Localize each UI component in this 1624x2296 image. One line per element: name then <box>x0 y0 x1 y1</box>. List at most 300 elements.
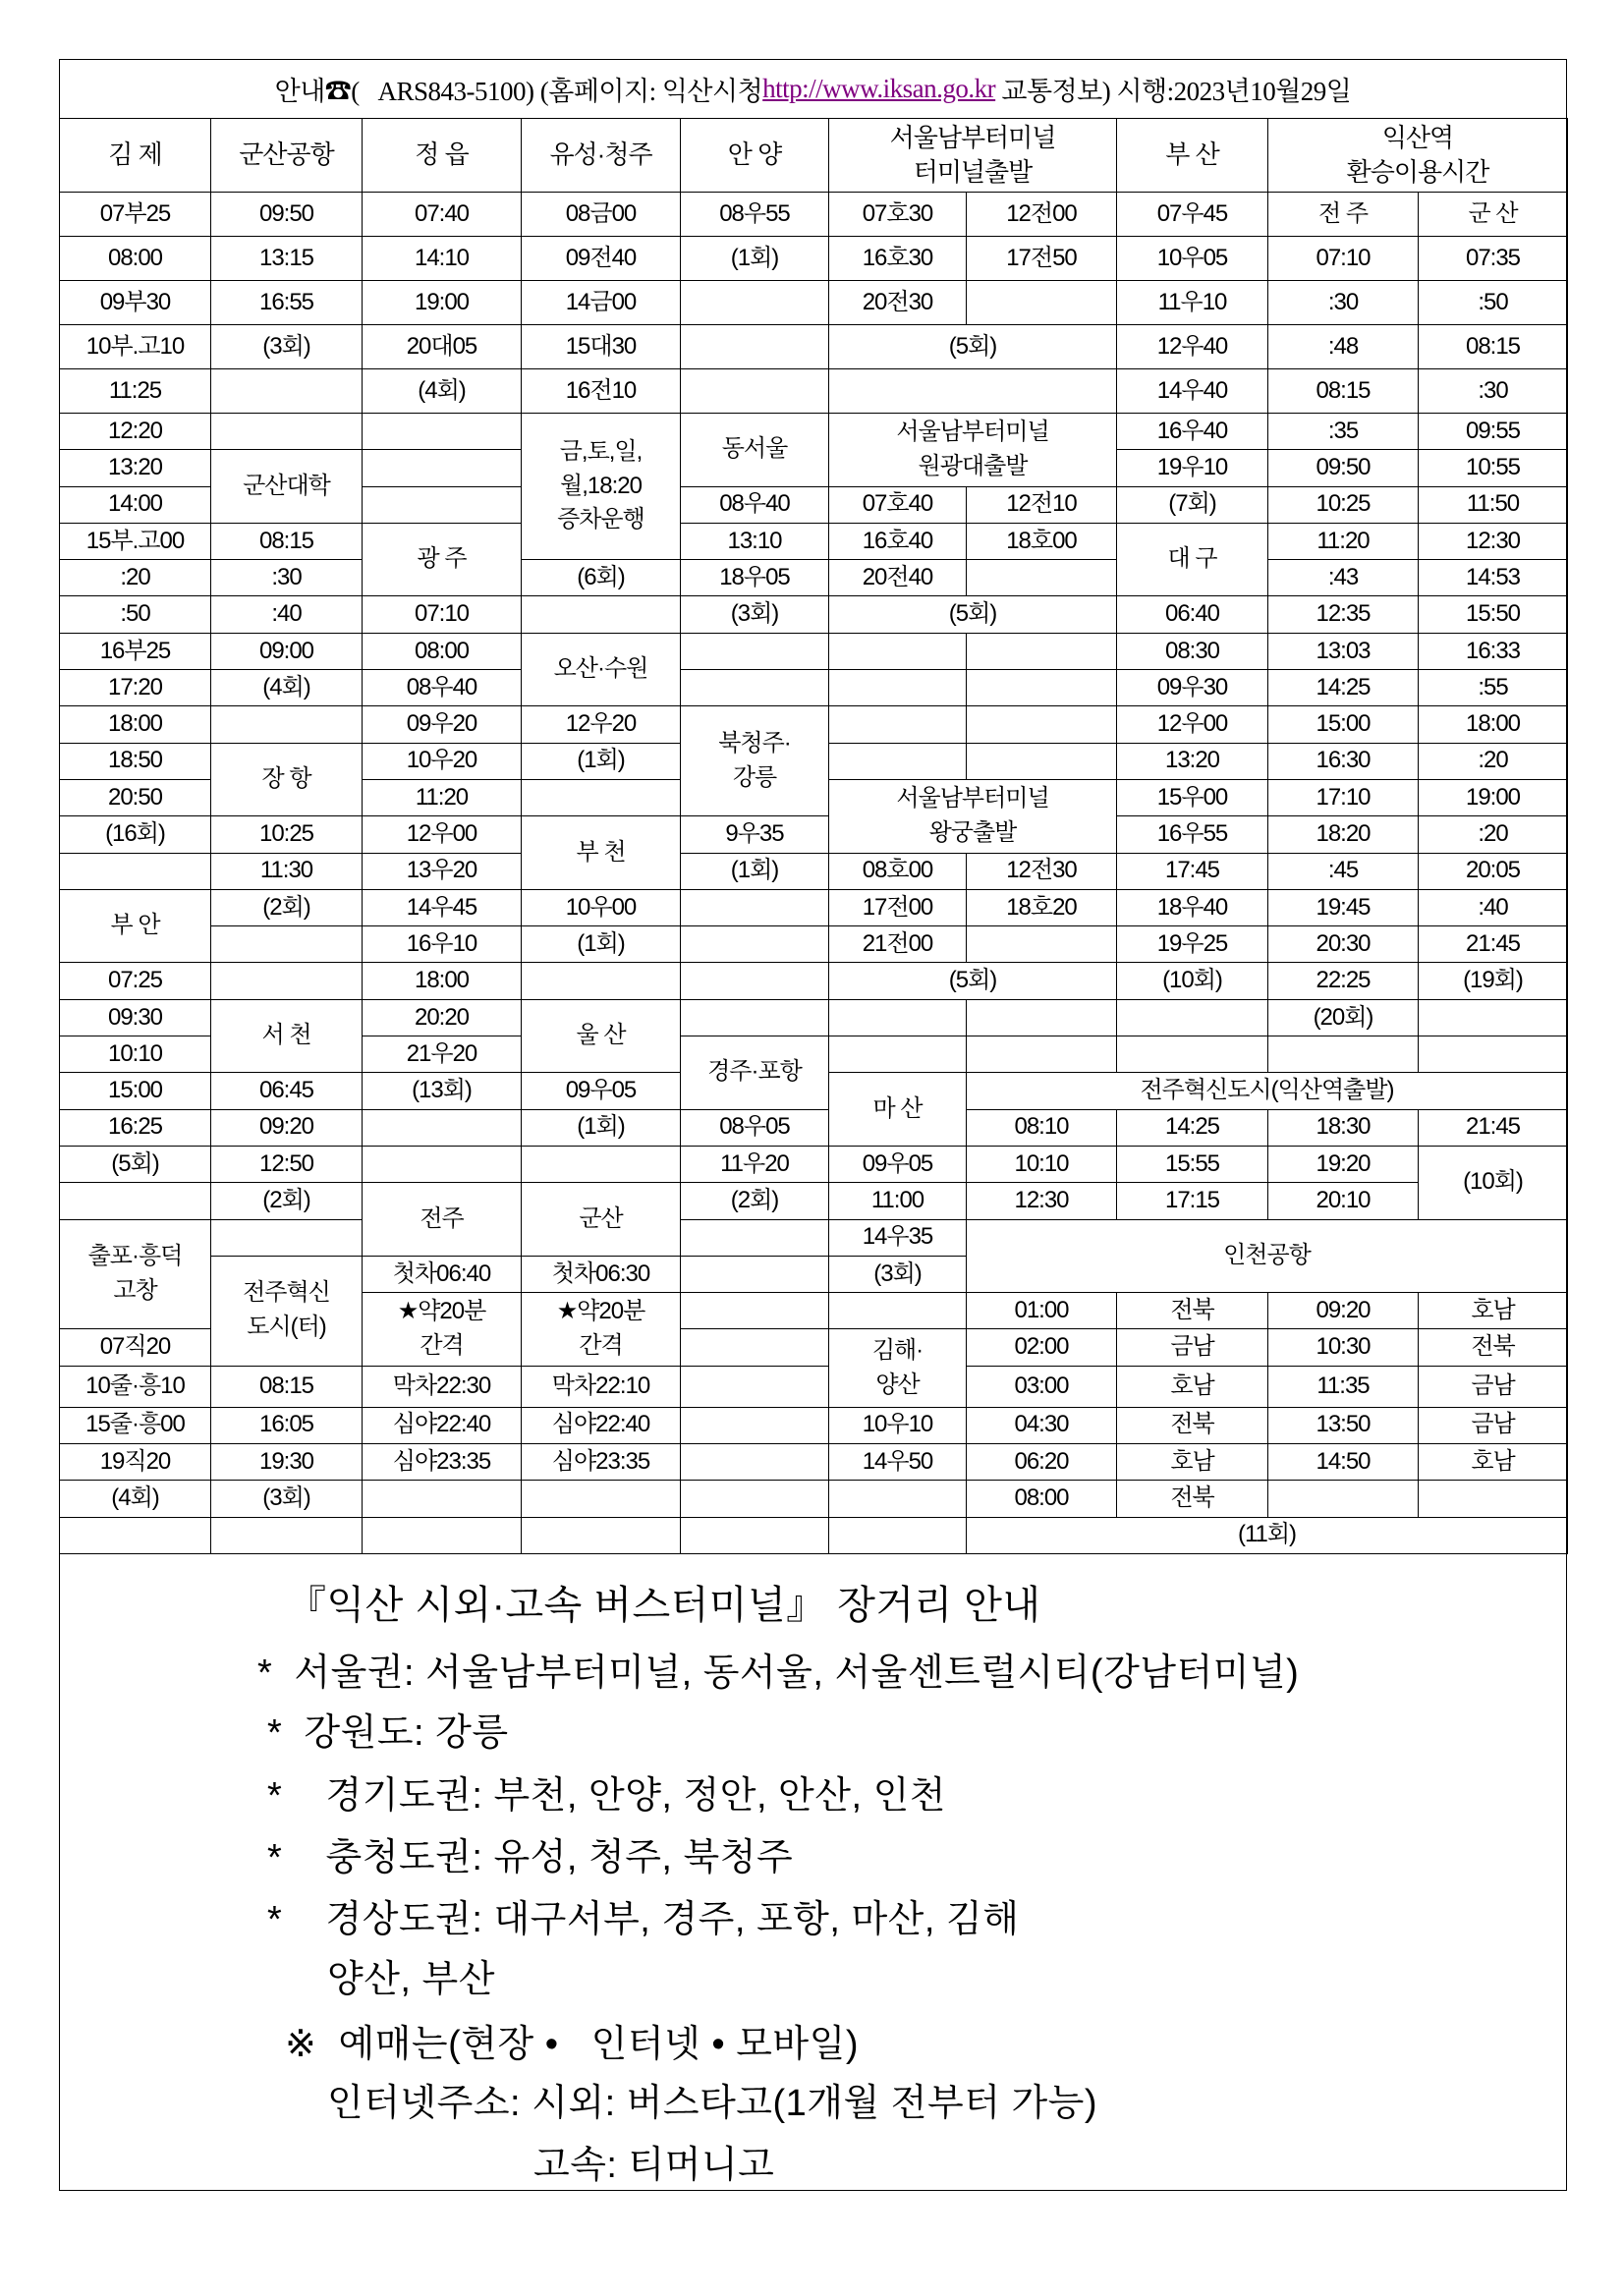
table-cell: (5회) <box>829 596 1117 633</box>
table-cell: 10부.고10 <box>60 325 211 369</box>
table-cell <box>967 670 1117 706</box>
table-cell: 광 주 <box>363 523 522 596</box>
bus-timetable <box>59 118 1568 1554</box>
table-cell: (11회) <box>967 1517 1568 1553</box>
table-cell <box>1268 1036 1419 1073</box>
table-cell: 09전40 <box>522 237 681 281</box>
guide-seoul: * 서울권: 서울남부터미널, 동서울, 서울센트럴시티(강남터미널) <box>257 1652 1300 1694</box>
table-cell: 10우10 <box>829 1407 967 1443</box>
table-cell: 08:15 <box>1268 369 1419 414</box>
table-cell: 15부.고00 <box>60 523 211 559</box>
table-cell <box>522 596 681 633</box>
table-cell: 군산 <box>522 1183 681 1257</box>
table-cell: 11우20 <box>681 1146 829 1182</box>
table-cell: 전북 <box>1117 1293 1268 1329</box>
guide-gyeongsang-cont: 양산, 부산 <box>327 1959 495 2000</box>
table-cell: 10:25 <box>1268 486 1419 523</box>
table-cell: 15우00 <box>1117 779 1268 815</box>
table-cell <box>681 281 829 325</box>
table-cell <box>829 743 967 779</box>
table-cell: 21:45 <box>1419 926 1568 963</box>
table-cell: :30 <box>211 560 363 596</box>
table-cell <box>829 1517 967 1553</box>
table-cell <box>522 1146 681 1182</box>
table-cell: 12:35 <box>1268 596 1419 633</box>
table-cell: 07부25 <box>60 193 211 237</box>
table-cell: 20:20 <box>363 999 522 1036</box>
table-cell: 14우40 <box>1117 369 1268 414</box>
table-cell: 09우05 <box>522 1073 681 1109</box>
table-cell: 13:50 <box>1268 1407 1419 1443</box>
column-header: 군산공항 <box>211 119 363 193</box>
table-cell <box>967 999 1117 1036</box>
table-cell: 17:15 <box>1117 1183 1268 1219</box>
table-cell: 12:30 <box>1419 523 1568 559</box>
table-cell: 14우35 <box>829 1219 967 1256</box>
table-row <box>60 999 1568 1036</box>
table-cell: 북청주· 강릉 <box>681 706 829 816</box>
table-cell: 출포·흥덕 고창 <box>60 1219 211 1329</box>
table-cell: 김해· 양산 <box>829 1329 967 1407</box>
table-cell: 19:30 <box>211 1443 363 1481</box>
table-cell: :30 <box>1419 369 1568 414</box>
table-cell: 15:00 <box>60 1073 211 1109</box>
table-cell: 18우40 <box>1117 889 1268 925</box>
table-cell: 19우10 <box>1117 450 1268 486</box>
table-cell: 08:15 <box>211 1366 363 1407</box>
table-cell: 심야23:35 <box>363 1443 522 1481</box>
table-cell: :40 <box>211 596 363 633</box>
homepage-link[interactable]: http://www.iksan.go.kr <box>762 73 996 103</box>
table-cell <box>211 963 363 999</box>
table-cell: 오산·수원 <box>522 633 681 706</box>
column-header: 서울남부터미널 터미널출발 <box>829 119 1117 193</box>
table-cell <box>211 1517 363 1553</box>
table-cell: (5회) <box>60 1146 211 1182</box>
table-cell: 09우20 <box>363 706 522 743</box>
table-cell: (3회) <box>829 1256 967 1292</box>
table-cell: 22:25 <box>1268 963 1419 999</box>
table-cell <box>681 926 829 963</box>
table-cell: 18:30 <box>1268 1109 1419 1146</box>
table-cell: 08:10 <box>967 1109 1117 1146</box>
table-cell: 08우40 <box>681 486 829 523</box>
table-cell: 12전00 <box>967 193 1117 237</box>
table-cell: 16:55 <box>211 281 363 325</box>
table-cell <box>681 1407 829 1443</box>
table-cell: 18우05 <box>681 560 829 596</box>
table-cell: 13:03 <box>1268 633 1419 669</box>
table-cell: 08호00 <box>829 853 967 889</box>
table-cell <box>967 281 1117 325</box>
table-cell: 호남 <box>1117 1443 1268 1481</box>
table-cell: (7회) <box>1117 486 1268 523</box>
table-cell: 전 주 <box>1268 193 1419 237</box>
guide-reservation: ※ 예매는(현장 • 인터넷 • 모바일) <box>285 2024 860 2065</box>
table-cell: (16회) <box>60 816 211 853</box>
table-cell <box>522 779 681 815</box>
info-header <box>59 59 1567 118</box>
table-cell: 09:55 <box>1419 414 1568 450</box>
table-cell <box>829 1293 967 1329</box>
table-cell: 12우40 <box>1117 325 1268 369</box>
table-cell: 11:30 <box>211 853 363 889</box>
table-cell: (10회) <box>1419 1146 1568 1219</box>
table-header-row <box>60 119 1568 193</box>
table-cell <box>363 450 522 486</box>
table-cell: 16:33 <box>1419 633 1568 669</box>
table-cell <box>1419 1481 1568 1518</box>
table-cell: 12전30 <box>967 853 1117 889</box>
table-cell: 20전40 <box>829 560 967 596</box>
table-cell: 19직20 <box>60 1443 211 1481</box>
table-cell <box>681 963 829 999</box>
table-cell <box>829 706 967 743</box>
table-cell: 19:45 <box>1268 889 1419 925</box>
table-cell <box>1268 1481 1419 1518</box>
table-cell: 막차22:10 <box>522 1366 681 1407</box>
table-row <box>60 1407 1568 1443</box>
table-cell: 17:10 <box>1268 779 1419 815</box>
table-row <box>60 633 1568 669</box>
table-cell: (3회) <box>681 596 829 633</box>
table-cell: 06:20 <box>967 1443 1117 1481</box>
table-cell: 전주 <box>363 1183 522 1257</box>
table-cell <box>363 1481 522 1518</box>
table-cell: :40 <box>1419 889 1568 925</box>
table-cell <box>967 926 1117 963</box>
table-cell: :55 <box>1419 670 1568 706</box>
table-cell: 16호30 <box>829 237 967 281</box>
table-cell: 08:15 <box>211 523 363 559</box>
info-header-date: 교통정보) 시행:2023년10월29일 <box>995 76 1352 106</box>
table-cell <box>681 1219 829 1256</box>
table-cell: 20전30 <box>829 281 967 325</box>
table-cell: 12우00 <box>363 816 522 853</box>
table-cell: 금남 <box>1419 1366 1568 1407</box>
table-cell: 08우55 <box>681 193 829 237</box>
table-cell <box>60 1183 211 1219</box>
table-cell: 전북 <box>1117 1407 1268 1443</box>
table-cell <box>1419 1036 1568 1073</box>
table-cell: 10우05 <box>1117 237 1268 281</box>
table-cell: :20 <box>1419 816 1568 853</box>
table-cell: 09:50 <box>211 193 363 237</box>
table-cell: 07호40 <box>829 486 967 523</box>
table-cell <box>363 1109 522 1146</box>
table-cell: 전주혁신도시(익산역출발) <box>967 1073 1568 1109</box>
table-cell <box>829 999 967 1036</box>
table-row <box>60 560 1568 596</box>
table-cell <box>967 743 1117 779</box>
table-cell: 10:55 <box>1419 450 1568 486</box>
table-row <box>60 325 1568 369</box>
table-row <box>60 1517 1568 1553</box>
table-cell: 19:20 <box>1268 1146 1419 1182</box>
table-cell: :35 <box>1268 414 1419 450</box>
table-cell: (5회) <box>829 325 1117 369</box>
guide-gangwon: * 강원도: 강릉 <box>267 1712 509 1754</box>
table-cell: 20:10 <box>1268 1183 1419 1219</box>
table-cell: 인천공항 <box>967 1219 1568 1293</box>
table-cell: 08우40 <box>363 670 522 706</box>
table-cell: 07:25 <box>60 963 211 999</box>
table-row <box>60 1443 1568 1481</box>
table-cell: 17전00 <box>829 889 967 925</box>
table-cell: 21:45 <box>1419 1109 1568 1146</box>
table-cell: :50 <box>60 596 211 633</box>
table-cell <box>681 670 829 706</box>
table-cell <box>681 325 829 369</box>
table-cell <box>1117 1036 1268 1073</box>
table-cell: 12우00 <box>1117 706 1268 743</box>
table-cell: 서 천 <box>211 999 363 1073</box>
table-cell <box>967 1036 1117 1073</box>
table-cell: 08금00 <box>522 193 681 237</box>
table-cell: 09:20 <box>1268 1293 1419 1329</box>
table-cell: 08:00 <box>967 1481 1117 1518</box>
table-cell: 19우25 <box>1117 926 1268 963</box>
table-cell: 02:00 <box>967 1329 1117 1366</box>
table-cell <box>829 1481 967 1518</box>
table-cell: 17전50 <box>967 237 1117 281</box>
table-cell: 심야22:40 <box>522 1407 681 1443</box>
table-cell: 16우10 <box>363 926 522 963</box>
table-cell: (5회) <box>829 963 1117 999</box>
guide-express: 고속: 티머니고 <box>533 2145 775 2186</box>
table-cell: (2회) <box>211 1183 363 1219</box>
table-cell: 부 천 <box>522 816 681 890</box>
table-cell: 06:45 <box>211 1073 363 1109</box>
table-cell: 13:20 <box>60 450 211 486</box>
column-header: 부 산 <box>1117 119 1268 193</box>
table-cell: :43 <box>1268 560 1419 596</box>
table-row <box>60 926 1568 963</box>
table-cell: 금,토,일, 월,18:20 증차운행 <box>522 414 681 560</box>
table-row <box>60 706 1568 743</box>
table-cell: 부 안 <box>60 889 211 963</box>
table-cell: 06:40 <box>1117 596 1268 633</box>
table-row <box>60 237 1568 281</box>
table-cell: :20 <box>60 560 211 596</box>
table-cell <box>1117 999 1268 1036</box>
guide-gyeongsang: * 경상도권: 대구서부, 경주, 포항, 마산, 김해 <box>267 1899 1020 1940</box>
table-cell <box>681 1256 829 1292</box>
table-cell <box>829 633 967 669</box>
table-cell: 13:20 <box>1117 743 1268 779</box>
table-cell: 군산대학 <box>211 450 363 524</box>
column-header: 정 읍 <box>363 119 522 193</box>
table-cell: 20대05 <box>363 325 522 369</box>
table-cell <box>681 1517 829 1553</box>
table-cell <box>60 1517 211 1553</box>
table-row <box>60 853 1568 889</box>
table-cell: 15:00 <box>1268 706 1419 743</box>
table-cell: 9우35 <box>681 816 829 853</box>
table-cell: (10회) <box>1117 963 1268 999</box>
table-cell: (4회) <box>363 369 522 414</box>
guide-chungcheong: * 충청도권: 유성, 청주, 북청주 <box>267 1837 794 1878</box>
guide-gyeonggi: * 경기도권: 부천, 안양, 정안, 안산, 인천 <box>267 1775 947 1817</box>
table-cell: 08:15 <box>1419 325 1568 369</box>
table-cell <box>363 1517 522 1553</box>
table-cell: 17:45 <box>1117 853 1268 889</box>
table-cell <box>522 1481 681 1518</box>
table-cell <box>829 670 967 706</box>
table-row <box>60 1366 1568 1407</box>
table-cell: (2회) <box>211 889 363 925</box>
table-cell: 심야22:40 <box>363 1407 522 1443</box>
table-cell <box>681 889 829 925</box>
table-cell: 16:05 <box>211 1407 363 1443</box>
table-cell: 11:25 <box>60 369 211 414</box>
table-cell: (2회) <box>681 1183 829 1219</box>
table-cell: 09:30 <box>60 999 211 1036</box>
table-cell: 15:55 <box>1117 1146 1268 1182</box>
table-cell: 17:20 <box>60 670 211 706</box>
table-cell <box>681 1443 829 1481</box>
table-cell <box>522 1517 681 1553</box>
table-cell: 15:50 <box>1419 596 1568 633</box>
table-cell: 07:10 <box>363 596 522 633</box>
table-cell <box>363 486 522 523</box>
table-cell: 서울남부터미널 왕궁출발 <box>829 779 1117 853</box>
table-cell: 08:30 <box>1117 633 1268 669</box>
table-cell: 07:35 <box>1419 237 1568 281</box>
table-row <box>60 1481 1568 1518</box>
table-cell: 11:00 <box>829 1183 967 1219</box>
table-cell: 금남 <box>1419 1407 1568 1443</box>
table-cell: 09:00 <box>211 633 363 669</box>
table-cell: :30 <box>1268 281 1419 325</box>
table-cell: 12우20 <box>522 706 681 743</box>
table-cell: 10:10 <box>967 1146 1117 1182</box>
table-cell: 서울남부터미널 원광대출발 <box>829 414 1117 487</box>
table-row <box>60 523 1568 559</box>
info-header-text: 안내☎( ARS843-5100) (홈페이지: 익산시청 <box>274 76 763 106</box>
table-cell: 16우40 <box>1117 414 1268 450</box>
table-cell: 호남 <box>1419 1443 1568 1481</box>
table-row <box>60 670 1568 706</box>
table-cell: (1회) <box>681 853 829 889</box>
table-cell: 16:25 <box>60 1109 211 1146</box>
table-cell <box>967 706 1117 743</box>
table-cell <box>681 999 829 1036</box>
table-cell: 14우45 <box>363 889 522 925</box>
table-cell: 14:50 <box>1268 1443 1419 1481</box>
table-cell: 19:00 <box>363 281 522 325</box>
table-cell: 07호30 <box>829 193 967 237</box>
table-cell: 13:10 <box>681 523 829 559</box>
table-cell <box>681 1329 829 1366</box>
table-cell: 첫차06:30 <box>522 1256 681 1292</box>
table-row <box>60 281 1568 325</box>
table-cell: 10우00 <box>522 889 681 925</box>
table-cell: 20:50 <box>60 779 211 815</box>
table-cell: 15줄·흥00 <box>60 1407 211 1443</box>
table-row <box>60 1219 1568 1256</box>
table-cell: 12:50 <box>211 1146 363 1182</box>
table-row <box>60 596 1568 633</box>
table-cell: 16부25 <box>60 633 211 669</box>
table-cell: :50 <box>1419 281 1568 325</box>
table-cell: 14우50 <box>829 1443 967 1481</box>
table-cell <box>967 633 1117 669</box>
table-cell: 03:00 <box>967 1366 1117 1407</box>
table-cell: 10줄·흥10 <box>60 1366 211 1407</box>
table-cell: 10:10 <box>60 1036 211 1073</box>
table-cell: 07:40 <box>363 193 522 237</box>
table-cell: 13:15 <box>211 237 363 281</box>
table-cell <box>681 1366 829 1407</box>
table-cell: 11:35 <box>1268 1366 1419 1407</box>
guide-internet: 인터넷주소: 시외: 버스타고(1개월 전부터 가능) <box>327 2083 1098 2124</box>
column-header: 안 양 <box>681 119 829 193</box>
table-cell: 심야23:35 <box>522 1443 681 1481</box>
table-cell: 12전10 <box>967 486 1117 523</box>
table-cell: 전북 <box>1419 1329 1568 1366</box>
table-cell: 09우05 <box>829 1146 967 1182</box>
table-cell: (3회) <box>211 325 363 369</box>
table-cell: 10우20 <box>363 743 522 779</box>
table-cell: 14:25 <box>1268 670 1419 706</box>
table-cell <box>363 1146 522 1182</box>
table-cell <box>681 1293 829 1329</box>
table-cell: 09:20 <box>211 1109 363 1146</box>
table-cell: 12:30 <box>967 1183 1117 1219</box>
table-cell: 18호00 <box>967 523 1117 559</box>
table-cell: 16:30 <box>1268 743 1419 779</box>
table-row <box>60 1146 1568 1182</box>
table-cell: (3회) <box>211 1481 363 1518</box>
table-cell: 14:53 <box>1419 560 1568 596</box>
table-cell <box>967 560 1117 596</box>
table-row <box>60 816 1568 853</box>
table-cell: 08:00 <box>60 237 211 281</box>
table-cell: 20:05 <box>1419 853 1568 889</box>
table-cell: (4회) <box>211 670 363 706</box>
table-cell: 01:00 <box>967 1293 1117 1329</box>
table-cell: 16호40 <box>829 523 967 559</box>
table-cell <box>681 369 829 414</box>
table-cell: 10:30 <box>1268 1329 1419 1366</box>
table-cell: 첫차06:40 <box>363 1256 522 1292</box>
column-header: 김 제 <box>60 119 211 193</box>
table-cell: (1회) <box>681 237 829 281</box>
table-row <box>60 414 1568 450</box>
table-cell: (20회) <box>1268 999 1419 1036</box>
table-cell: 14:00 <box>60 486 211 523</box>
table-cell: 호남 <box>1117 1366 1268 1407</box>
table-cell: 18호20 <box>967 889 1117 925</box>
table-cell: 11:20 <box>363 779 522 815</box>
table-cell: 16우55 <box>1117 816 1268 853</box>
table-cell: 11:50 <box>1419 486 1568 523</box>
table-cell: :45 <box>1268 853 1419 889</box>
table-cell <box>363 414 522 450</box>
table-cell: 막차22:30 <box>363 1366 522 1407</box>
table-cell: 19:00 <box>1419 779 1568 815</box>
table-cell: 18:00 <box>1419 706 1568 743</box>
table-cell: (19회) <box>1419 963 1568 999</box>
table-row <box>60 1109 1568 1146</box>
table-cell: 14:10 <box>363 237 522 281</box>
table-cell: (6회) <box>522 560 681 596</box>
table-cell: 21전00 <box>829 926 967 963</box>
table-cell: 18:50 <box>60 743 211 779</box>
table-row <box>60 1183 1568 1219</box>
table-cell: 15대30 <box>522 325 681 369</box>
